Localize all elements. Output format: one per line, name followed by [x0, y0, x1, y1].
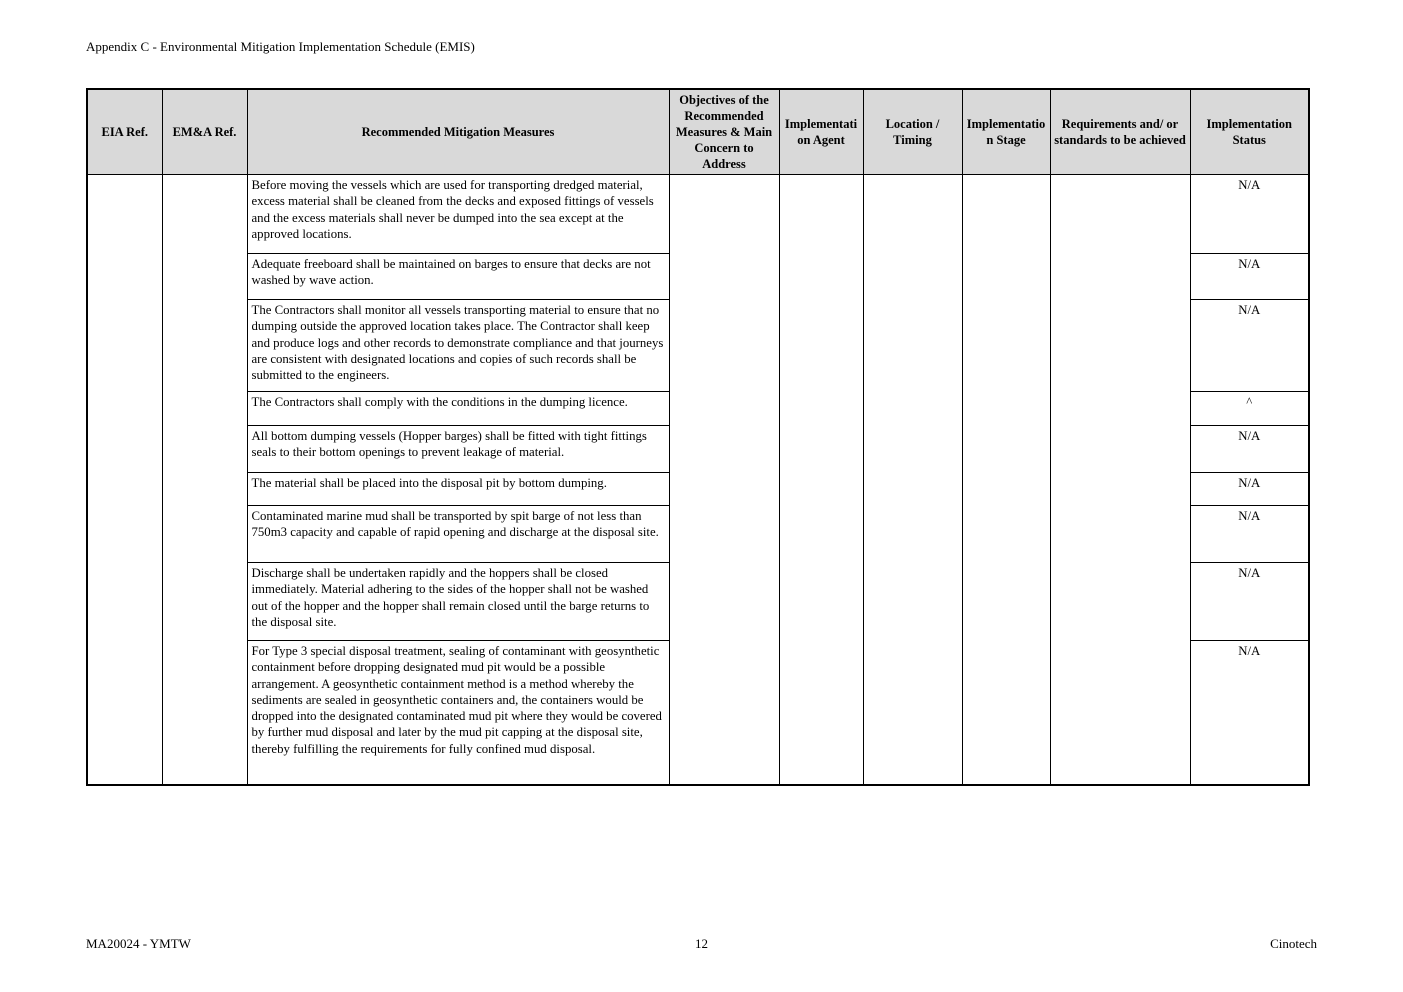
column-header-implementation-agent: Implementation Agent — [779, 89, 863, 175]
status-cell: N/A — [1190, 473, 1309, 506]
status-cell: N/A — [1190, 641, 1309, 785]
measure-cell: Contaminated marine mud shall be transported by spit barge of not less than 750m3 capacity and capable of rapid opening and discharge at the disposal site. — [247, 506, 669, 563]
column-header-eia-ref: EIA Ref. — [87, 89, 162, 175]
column-header-location-timing: Location / Timing — [863, 89, 962, 175]
table-row — [87, 175, 1309, 254]
column-header-requirements: Requirements and/ or standards to be achieved — [1050, 89, 1190, 175]
status-cell: N/A — [1190, 254, 1309, 300]
footer-page-number: 12 — [695, 936, 708, 951]
measure-cell: Discharge shall be undertaken rapidly and the hoppers shall be closed immediately. Material adhering to the sides of the hopper shall not be washed out of the hopper and the hopper shall remain closed until the barge returns to the disposal site. — [247, 563, 669, 641]
page-footer — [86, 936, 1317, 952]
measure-cell: Adequate freeboard shall be maintained on barges to ensure that decks are not washed by wave action. — [247, 254, 669, 300]
location-timing-cell — [863, 175, 962, 785]
emis-table — [86, 88, 1310, 786]
column-header-measures: Recommended Mitigation Measures — [247, 89, 669, 175]
status-cell: N/A — [1190, 563, 1309, 641]
table-header-row — [87, 89, 1309, 175]
column-header-ema-ref: EM&A Ref. — [162, 89, 247, 175]
status-cell: N/A — [1190, 506, 1309, 563]
column-header-implementation-status: Implementation Status — [1190, 89, 1309, 175]
page-title: Appendix C - Environmental Mitigation Implementation Schedule (EMIS) — [86, 39, 475, 54]
measure-cell: For Type 3 special disposal treatment, sealing of contaminant with geosynthetic containment before dropping designated mud pit would be a possible arrangement. A geosynthetic containment method is a method whereby the sediments are sealed in geosynthetic containers and, the containers would be dropped into the designated contaminated mud pit where they would be covered by further mud disposal and later by the mud pit capping at the disposal site, thereby fulfilling the requirements for fully confined mud disposal. — [247, 641, 669, 785]
ema-ref-cell — [162, 175, 247, 785]
requirements-cell — [1050, 175, 1190, 785]
status-cell: N/A — [1190, 175, 1309, 254]
status-cell: N/A — [1190, 300, 1309, 392]
measure-cell: Before moving the vessels which are used for transporting dredged material, excess material shall be cleaned from the decks and exposed fittings of vessels and the excess materials shall never be dumped into the sea except at the approved locations. — [247, 175, 669, 254]
implementation-agent-cell — [779, 175, 863, 785]
footer-project-ref: MA20024 - YMTW — [86, 936, 191, 951]
footer-company: Cinotech — [1270, 936, 1317, 951]
measure-cell: The Contractors shall monitor all vessels transporting material to ensure that no dumping outside the approved location takes place. The Contractor shall keep and produce logs and other records to demonstrate compliance and that journeys are consistent with designated locations and copies of such records shall be submitted to the engineers. — [247, 300, 669, 392]
measure-cell: The Contractors shall comply with the conditions in the dumping licence. — [247, 392, 669, 426]
implementation-stage-cell — [962, 175, 1050, 785]
column-header-implementation-stage: Implementation Stage — [962, 89, 1050, 175]
column-header-objectives: Objectives of the Recommended Measures & Main Concern to Address — [669, 89, 779, 175]
measure-cell: All bottom dumping vessels (Hopper barges) shall be fitted with tight fittings seals to their bottom openings to prevent leakage of material. — [247, 426, 669, 473]
status-cell: N/A — [1190, 426, 1309, 473]
objectives-cell — [669, 175, 779, 785]
eia-ref-cell — [87, 175, 162, 785]
measure-cell: The material shall be placed into the disposal pit by bottom dumping. — [247, 473, 669, 506]
status-cell: ^ — [1190, 392, 1309, 426]
